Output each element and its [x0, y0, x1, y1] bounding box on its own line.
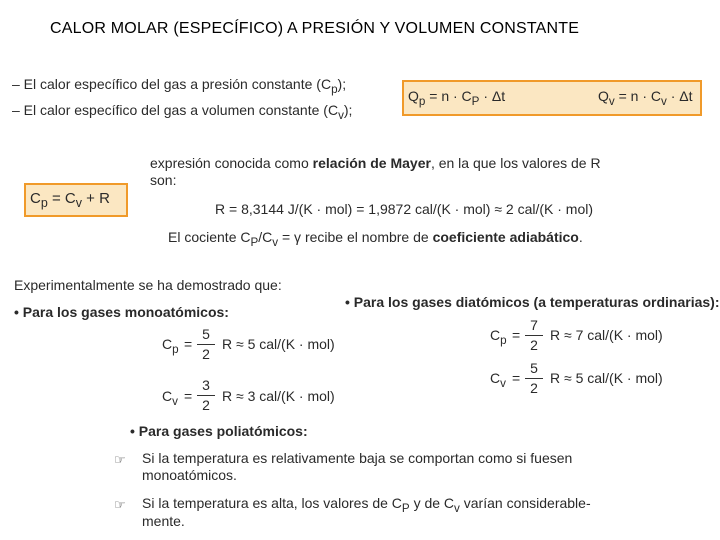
qp-end: · Δt [479, 88, 506, 104]
mono-cv-bar [197, 395, 215, 396]
mono-cv-c: C [162, 388, 173, 404]
poly-item2-sub2: v [454, 501, 460, 515]
mayer-cv-sub: v [75, 196, 82, 210]
mono-heading: • Para los gases monoatómicos: [14, 304, 229, 320]
mayer-eq: = C [47, 190, 76, 207]
mayer-cp: C [30, 190, 41, 207]
ratio-sub: P [250, 235, 259, 249]
poly-item1-line2: monoatómicos. [142, 467, 237, 483]
qp-sub: p [418, 94, 426, 108]
mono-cp-rhs: R ≈ 5 cal/(K · mol) [222, 336, 335, 352]
mono-cp-den: 2 [202, 346, 210, 362]
di-cp-bar [525, 335, 543, 336]
definition-cv-end: ); [343, 102, 353, 118]
definition-cv-text: – El calor específico del gas a volumen constante (C [12, 102, 339, 118]
poly-item1-line1: Si la temperatura es relativamente baja se comportan como si fuesen [142, 450, 573, 466]
qv-pre: Q [598, 88, 609, 104]
pointing-hand-icon: ☞ [114, 452, 126, 467]
ratio-sub2: v [272, 235, 279, 249]
mayer-text-line1 [150, 155, 601, 171]
definition-cp [12, 76, 346, 96]
mono-cp-num: 5 [202, 326, 210, 342]
qp-pre: Q [408, 88, 419, 104]
mono-cv-rhs: R ≈ 3 cal/(K · mol) [222, 388, 335, 404]
mono-cv-lhs [162, 388, 178, 408]
mayer-text1-bold: relación de Mayer [312, 155, 431, 171]
di-cp-eq: = [512, 327, 521, 343]
di-cv-den: 2 [530, 380, 538, 396]
ratio-bold: coeficiente adiabático [432, 229, 579, 245]
page-title: CALOR MOLAR (ESPECÍFICO) A PRESIÓN Y VOLUMEN CONSTANTE [50, 20, 580, 37]
di-cp-rhs: R ≈ 7 cal/(K · mol) [550, 327, 663, 343]
poly-item2-mid: y de C [409, 495, 455, 511]
mono-cp-c: C [162, 336, 173, 352]
mono-cp-lhs [162, 336, 179, 356]
poly-item2-pre: Si la temperatura es alta, los valores de C [142, 495, 402, 511]
definition-cv-sub: v [338, 108, 344, 122]
definition-cp-end: ); [337, 76, 347, 92]
ratio-end: . [578, 229, 583, 245]
di-cv-c: C [490, 370, 501, 386]
di-cv-bar [525, 378, 543, 379]
ratio-mid2: = γ recibe el nombre de [278, 229, 433, 245]
mono-cv-fraction [197, 377, 215, 414]
r-constant-value: R = 8,3144 J/(K · mol) = 1,9872 cal/(K · mol) ≈ 2 cal/(K · mol) [215, 201, 594, 217]
definition-cp-sub: p [331, 82, 338, 96]
mayer-formula [30, 190, 110, 210]
di-cp-fraction [525, 317, 543, 354]
heat-formula-qp [408, 88, 505, 108]
mayer-text1-end: , en la que los valores de R [430, 155, 601, 171]
mono-cv-sub: v [172, 394, 178, 408]
di-heading: • Para los gases diatómicos (a temperaturas ordinarias): [345, 294, 720, 310]
mayer-cp-sub: p [40, 196, 48, 210]
di-cp-sub: p [500, 333, 507, 347]
qv-sub2: v [661, 94, 667, 108]
di-cv-eq: = [512, 370, 521, 386]
qv-end: · Δt [666, 88, 693, 104]
di-cv-sub: v [500, 376, 506, 390]
definition-cp-text: – El calor específico del gas a presión constante (C [12, 76, 332, 92]
pointing-hand-icon: ☞ [114, 497, 126, 512]
mono-cp-fraction [197, 326, 215, 363]
di-cv-fraction [525, 360, 543, 397]
mono-cv-eq: = [184, 388, 193, 404]
qp-sub2: P [471, 94, 480, 108]
poly-item2-sub: P [401, 501, 410, 515]
ratio-mid: /C [258, 229, 273, 245]
poly-item2-line2: mente. [142, 513, 185, 529]
definition-cv [12, 102, 352, 122]
di-cp-lhs [490, 327, 507, 347]
heat-formula-qv [598, 88, 693, 108]
di-cp-c: C [490, 327, 501, 343]
mono-cp-eq: = [184, 336, 193, 352]
mono-cp-bar [197, 344, 215, 345]
ratio-pre: El cociente C [168, 229, 251, 245]
di-cv-lhs [490, 370, 506, 390]
di-cv-rhs: R ≈ 5 cal/(K · mol) [550, 370, 663, 386]
di-cp-num: 7 [530, 317, 538, 333]
qv-sub: v [608, 94, 615, 108]
experimental-intro: Experimentalmente se ha demostrado que: [14, 277, 282, 293]
mono-cp-sub: p [172, 342, 179, 356]
qv-mid: = n · C [614, 88, 662, 104]
mayer-text-line2: son: [150, 172, 177, 188]
mayer-end: + R [81, 190, 110, 207]
qp-mid: = n · C [425, 88, 472, 104]
di-cp-den: 2 [530, 337, 538, 353]
mono-cv-num: 3 [202, 377, 210, 393]
poly-item2-end: varían considerable- [459, 495, 591, 511]
di-cv-num: 5 [530, 360, 538, 376]
mayer-text1: expresión conocida como [150, 155, 313, 171]
adiabatic-coefficient-line [168, 229, 583, 249]
poly-item2-line1 [142, 495, 591, 515]
poly-heading: • Para gases poliatómicos: [130, 423, 308, 439]
mono-cv-den: 2 [202, 397, 210, 413]
